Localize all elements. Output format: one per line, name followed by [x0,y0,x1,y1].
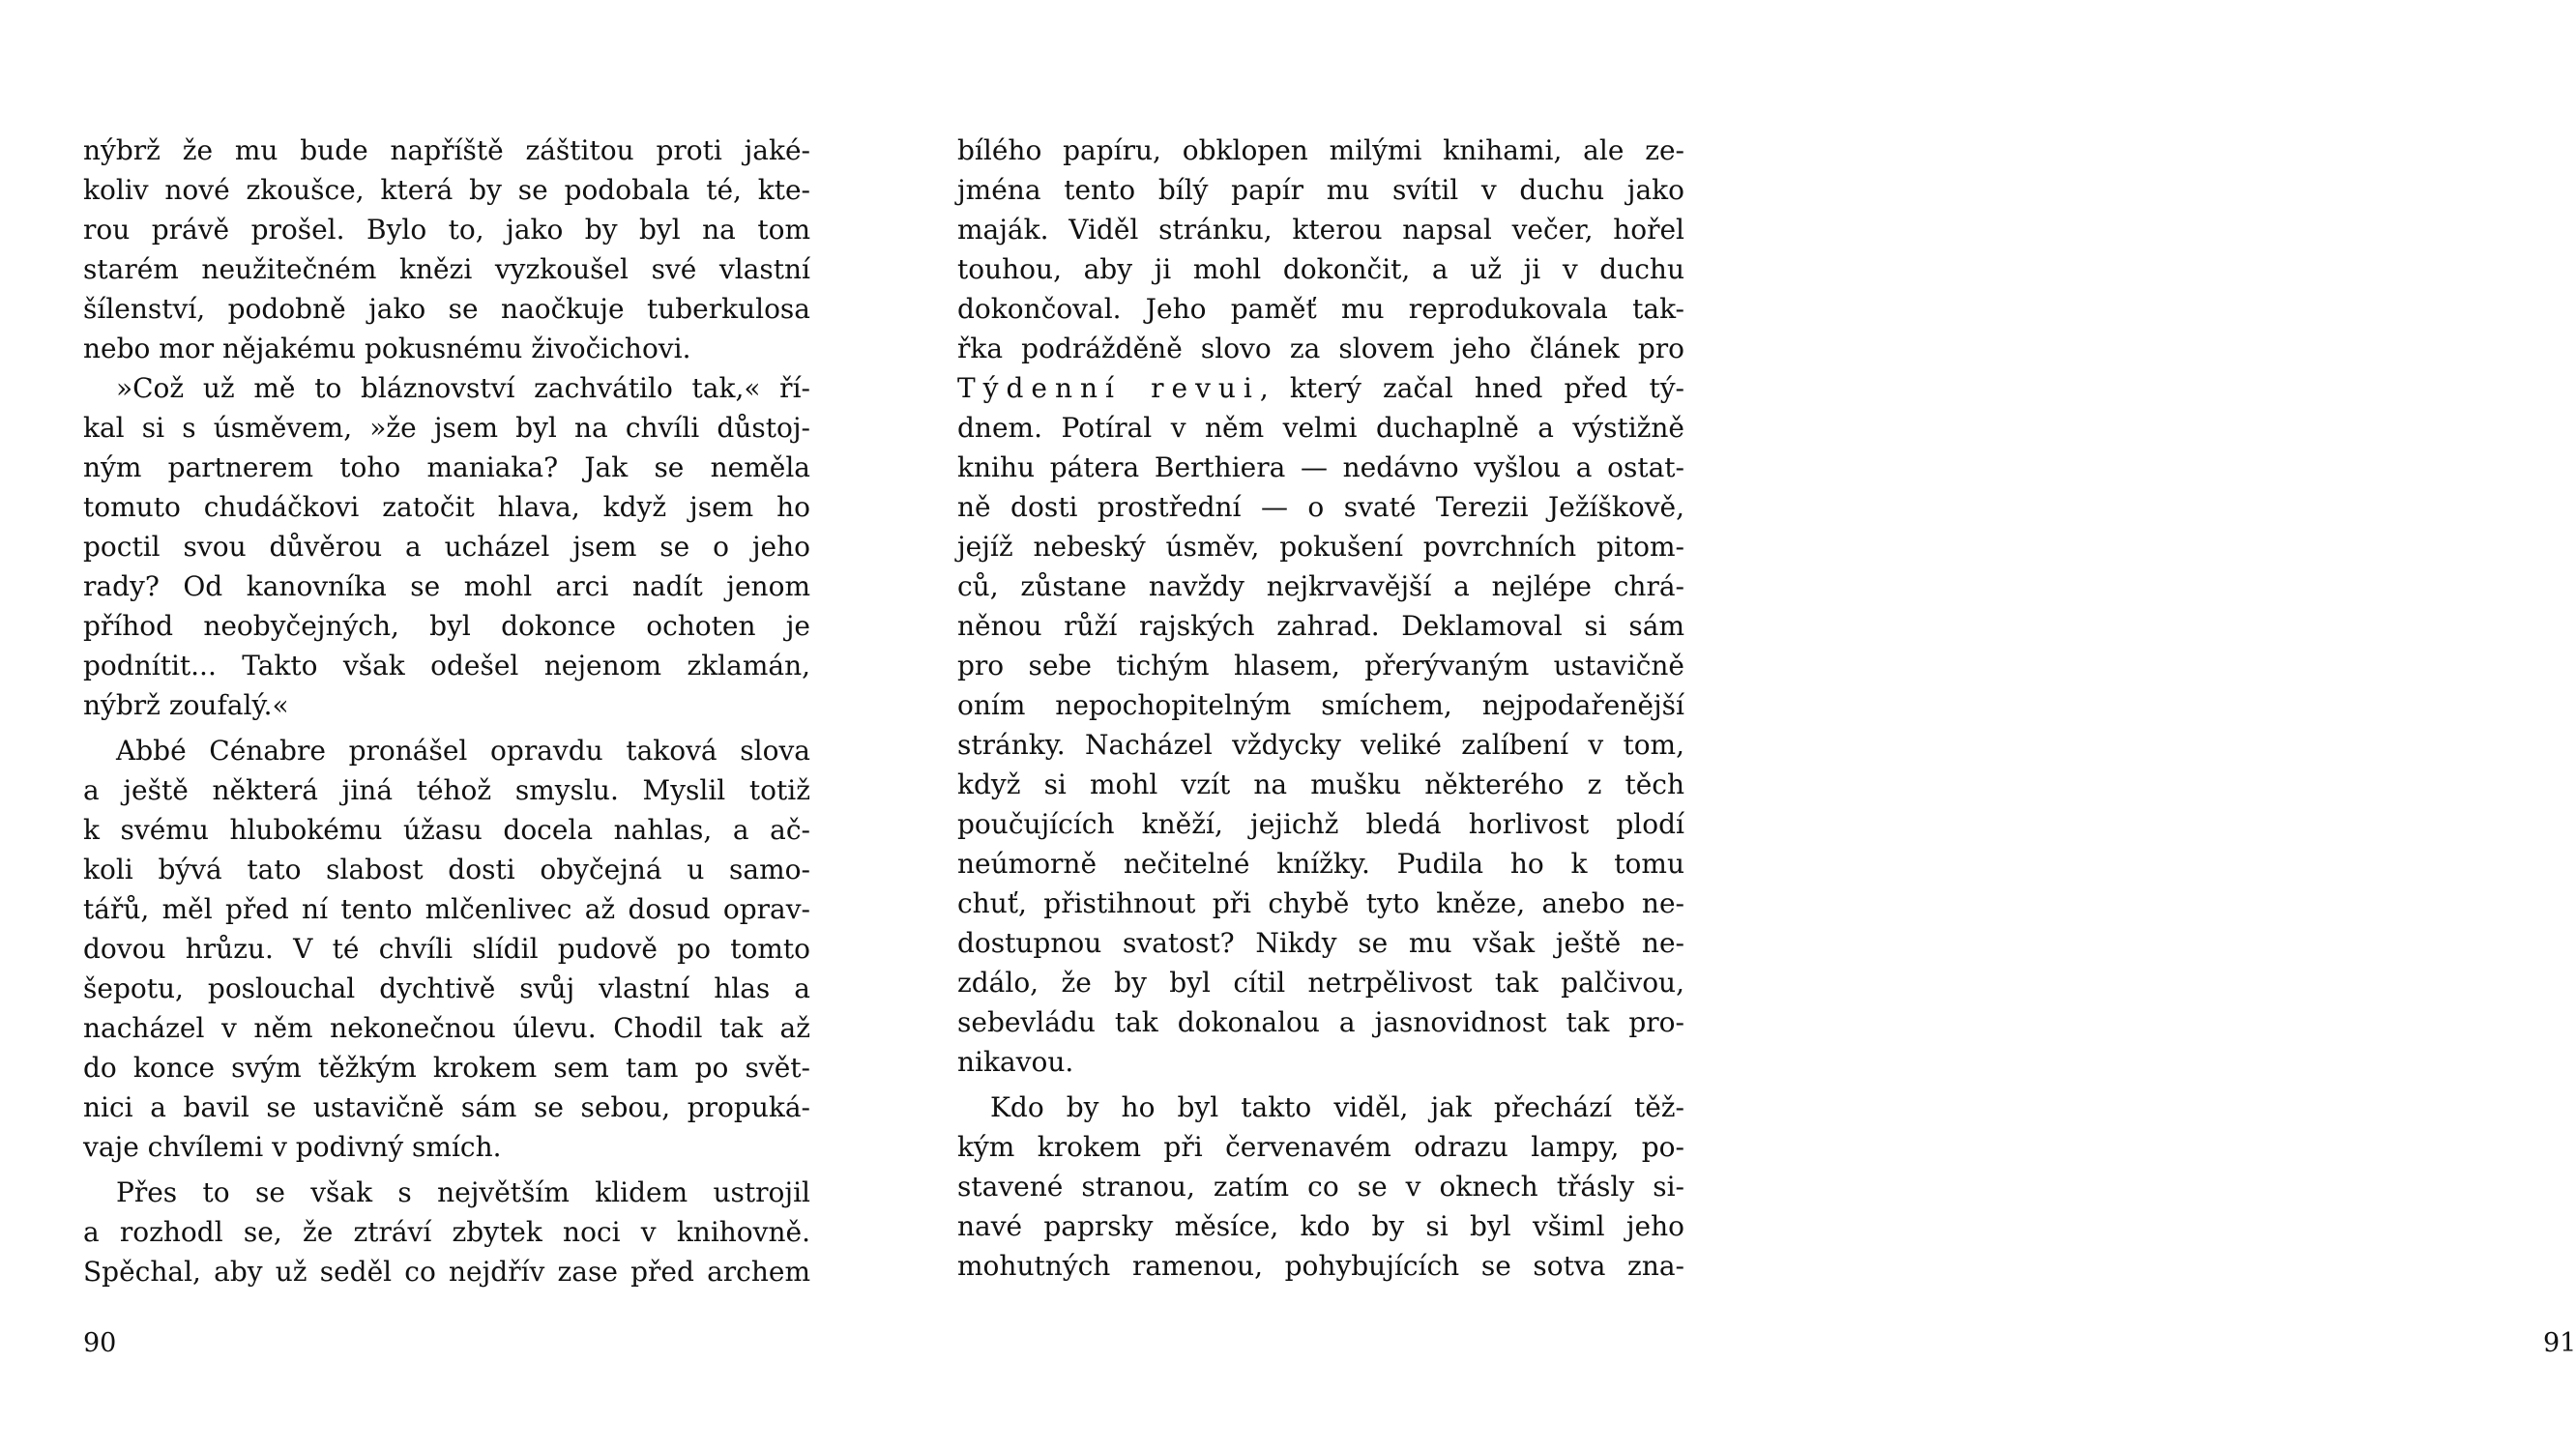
text-line: nici a bavil se ustavičně sám se sebou, propuká- [83,1091,810,1123]
text-line: nýbrž zoufalý.« [83,689,289,721]
text-line: do konce svým těžkým krokem sem tam po svět- [83,1052,810,1084]
text-line: dostupnou svatost? Nikdy se mu však ještě ne- [957,927,1684,959]
page-number: 90 [83,1328,117,1358]
right-page [876,0,2576,1450]
text-line: vaje chvílemi v podivný smích. [83,1131,502,1163]
text-line: řka podrážděně slovo za slovem jeho článek pro [957,333,1684,364]
text-line: zdálo, že by byl cítil netrpělivost tak palčivou, [957,967,1684,999]
text-line: nacházel v něm nekonečnou úlevu. Chodil tak až [83,1012,810,1044]
text-line: kal si s úsměvem, »že jsem byl na chvíli důstoj- [83,412,810,444]
page-number: 91 [2543,1328,2576,1358]
text-line: stránky. Nacházel vždycky veliké zalíbení v tom, [957,729,1684,761]
text-line: šílenství, podobně jako se naočkuje tuberkulosa [83,293,810,325]
text-line: starém neužitečném knězi vyzkoušel své vlastní [83,253,810,285]
text-line: něnou růží rajských zahrad. Deklamoval si sám [957,610,1684,642]
text-line: nebo mor nějakému pokusnému živočichovi. [83,333,691,364]
text-line: rady? Od kanovníka se mohl arci nadít jenom [83,570,810,602]
text-line: knihu pátera Berthiera — nedávno vyšlou a ostat- [957,451,1684,483]
text-line: podnítit... Takto však odešel nejenom zklamán, [83,650,810,682]
text-line: dnem. Potíral v něm velmi duchaplně a výstižně [957,412,1684,444]
text-line: koli bývá tato slabost dosti obyčejná u samo- [83,854,810,885]
text-line: sebevládu tak dokonalou a jasnovidnost tak pro- [957,1006,1684,1038]
text-line: tomuto chudáčkovi zatočit hlava, když jsem ho [83,491,810,523]
text-line: stavené stranou, zatím co se v oknech třásly si- [957,1171,1684,1203]
right-page-text [957,130,1684,1286]
text-line: a rozhodl se, že ztráví zbytek noci v knihovně. [83,1216,810,1248]
left-page-text [83,130,810,1291]
text-line-rest: , který začal hned před tý- [1259,372,1684,404]
text-line: ným partnerem toho maniaka? Jak se neměla [83,451,810,483]
text-line: Přes to se však s největším klidem ustrojil [116,1176,810,1208]
text-line: navé paprsky měsíce, kdo by si byl všiml jeho [957,1210,1684,1242]
text-line: chuť, přistihnout při chybě tyto kněze, anebo ne- [957,887,1684,919]
text-line: dokončoval. Jeho paměť mu reprodukovala tak- [957,293,1684,325]
text-line: bílého papíru, obklopen milými knihami, ale ze- [957,134,1684,166]
text-line: příhod neobyčejných, byl dokonce ochoten je [83,610,810,642]
text-line: jejíž nebeský úsměv, pokušení povrchních pitom- [957,531,1684,563]
text-line: »Což už mě to bláznovství zachvátilo tak,« ří- [116,372,810,404]
text-line-with-title [957,368,1684,408]
text-line: a ještě některá jiná téhož smyslu. Myslil totiž [83,774,810,806]
text-line: jména tento bílý papír mu svítil v duchu jako [957,174,1684,206]
text-line: mohutných ramenou, pohybujících se sotva zna- [957,1250,1684,1282]
text-line: když si mohl vzít na mušku některého z těch [957,768,1684,800]
text-line: nýbrž že mu bude napříště záštitou proti jaké- [83,134,810,166]
text-line: oním nepochopitelným smíchem, nejpodařenější [957,689,1684,721]
text-line: tářů, měl před ní tento mlčenlivec až dosud oprav- [83,893,810,925]
text-line: kým krokem při červenavém odrazu lampy, po- [957,1131,1684,1163]
text-line: maják. Viděl stránku, kterou napsal večer, hořel [957,214,1684,246]
text-line: Kdo by ho byl takto viděl, jak přechází těž- [990,1091,1684,1123]
text-line: dovou hrůzu. V té chvíli slídil pudově po tomto [83,933,810,965]
text-line: pro sebe tichým hlasem, přerývaným ustavičně [957,650,1684,682]
text-line: ně dosti prostřední — o svaté Terezii Ježíškově, [957,491,1684,523]
text-line: šepotu, poslouchal dychtivě svůj vlastní hlas a [83,972,810,1004]
text-line: poctil svou důvěrou a ucházel jsem se o jeho [83,531,810,563]
text-line: neúmorně nečitelné knížky. Pudila ho k tomu [957,848,1684,880]
text-line: Abbé Cénabre pronášel opravdu taková slova [116,735,810,767]
text-line: Spěchal, aby už seděl co nejdřív zase před archem [83,1256,810,1288]
text-line: nikavou. [957,1046,1074,1078]
text-line: k svému hlubokému úžasu docela nahlas, a ač- [83,814,810,846]
text-line: touhou, aby ji mohl dokončit, a už ji v duchu [957,253,1684,285]
left-page [0,0,876,1450]
text-line: ců, zůstane navždy nejkrvavější a nejlépe chrá- [957,570,1684,602]
text-line: poučujících kněží, jejichž bledá horlivost plodí [957,808,1684,840]
text-line: koliv nové zkoušce, která by se podobala té, kte- [83,174,810,206]
journal-title: Týdenní revui [957,372,1260,404]
text-line: rou právě prošel. Bylo to, jako by byl na tom [83,214,810,246]
